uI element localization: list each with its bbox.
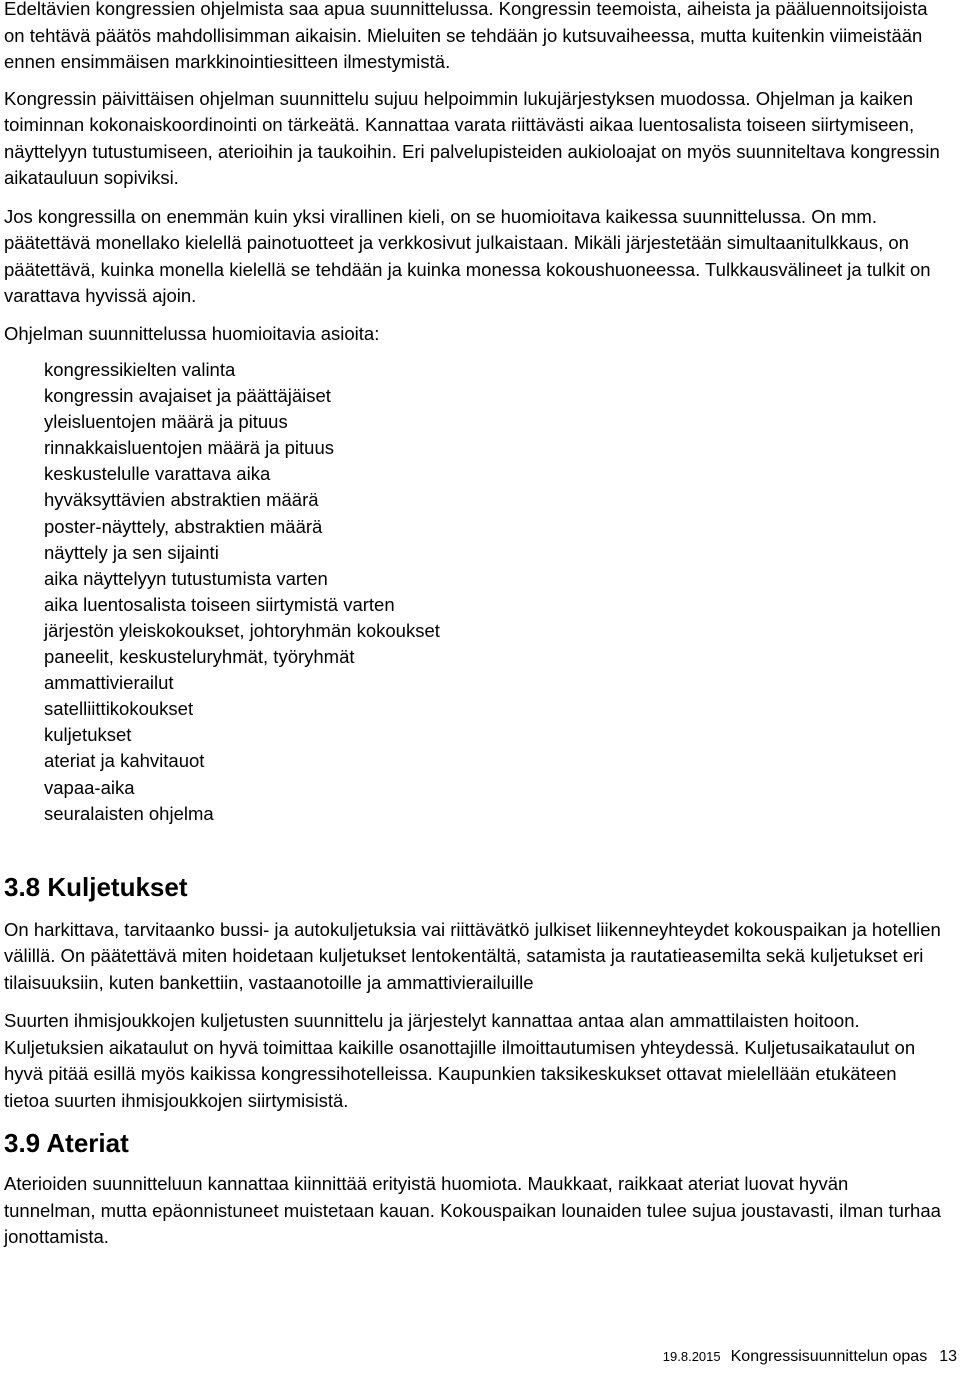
paragraph-transport-needs: On harkittava, tarvitaanko bussi- ja autokuljetuksia vai riittävätkö julkiset liikenneyhteydet kokouspaikan ja hotellien välillä. On päätettävä miten hoidetaan kuljetukset lentokentältä, satamista ja rautatieasemilta sekä kuljetukset eri tilaisuuksiin, kuten bankettiin, vastaanotoille ja ammattivierailuille <box>4 918 941 993</box>
checklist-intro: Ohjelman suunnittelussa huomioitavia asioita: <box>4 322 380 344</box>
list-item: kuljetukset <box>44 724 132 746</box>
list-item: poster-näyttely, abstraktien määrä <box>44 515 323 537</box>
paragraph-program-history: Edeltävien kongressien ohjelmista saa apua suunnittelussa. Kongressin teemoista, aiheista ja pääluennoitsijoista on tehtävä päätös mahdollisimman aikaisin. Mieluiten se tehdään jo kutsuvaiheessa, mutta kuitenkin viimeistään ennen ensimmäisen markkinointiesitteen ilmestymistä. <box>4 0 928 72</box>
list-item: kongressin avajaiset ja päättäjäiset <box>44 385 331 407</box>
section-heading-meals: 3.9 Ateriat <box>4 1128 129 1159</box>
list-item: näyttely ja sen sijainti <box>44 541 219 563</box>
list-item: yleisluentojen määrä ja pituus <box>44 411 288 433</box>
list-item: satelliittikokoukset <box>44 698 194 720</box>
list-item: seuralaisten ohjelma <box>44 802 214 824</box>
list-item: ateriat ja kahvitauot <box>44 750 205 772</box>
paragraph-meals: Aterioiden suunnitteluun kannattaa kiinnittää erityistä huomiota. Maukkaat, raikkaat ateriat luovat hyvän tunnelman, mutta epäonnistuneet muistetaan kauan. Kokouspaikan lounaiden tulee sujua joustavasti, ilman turhaa jonottamista. <box>4 1173 941 1248</box>
list-item: vapaa-aika <box>44 776 135 798</box>
paragraph-official-languages: Jos kongressilla on enemmän kuin yksi virallinen kieli, on se huomioitava kaikessa suunnittelussa. On mm. päätettävä monellako kielellä painotuotteet ja verkkosivut julkaistaan. Mikäli järjestetään simultaanitulkkaus, on päätettävä, kuinka monella kielellä se tehdään ja kuinka monessa kokoushuoneessa. Tulkkausvälineet ja tulkit on varattava hyvissä ajoin. <box>4 205 931 306</box>
paragraph-daily-program: Kongressin päivittäisen ohjelman suunnittelu sujuu helpoimmin lukujärjestyksen muodossa. Ohjelman ja kaiken toiminnan kokonaiskoordinointi on tärkeätä. Kannattaa varata riittävästi aikaa luentosalista toiseen siirtymiseen, näyttelyyn tutustumiseen, aterioihin ja taukoihin. Eri palvelupisteiden aukioloajat on myös suunniteltava kongressin aikatauluun sopiviksi. <box>4 87 940 188</box>
page-number: 13 <box>939 1348 957 1365</box>
list-item: rinnakkaisluentojen määrä ja pituus <box>44 437 335 459</box>
footer-title: Kongressisuunnittelun opas <box>730 1348 928 1365</box>
paragraph-transport-planning: Suurten ihmisjoukkojen kuljetusten suunnittelu ja järjestelyt kannattaa antaa alan ammattilaisten hoitoon. Kuljetuksien aikataulut on hyvä toimittaa kaikille osanottajille ilmoittautumisen yhteydessä. Kuljetusaikataulut on hyvä pitää esillä myös kaikissa kongressihotelleissa. Kaupunkien taksikeskukset ottavat mielellään etukäteen tietoa suurten ihmisjoukkojen siirtymisistä. <box>4 1010 916 1111</box>
list-item: paneelit, keskusteluryhmät, työryhmät <box>44 646 355 668</box>
section-heading-transport: 3.8 Kuljetukset <box>4 871 188 902</box>
list-item: keskustelulle varattava aika <box>44 463 271 485</box>
list-item: ammattivierailut <box>44 672 174 694</box>
list-item: järjestön yleiskokoukset, johtoryhmän kokoukset <box>44 619 440 641</box>
list-item: hyväksyttävien abstraktien määrä <box>44 489 319 511</box>
program-checklist <box>44 357 942 827</box>
list-item: kongressikielten valinta <box>44 359 236 380</box>
footer-date: 19.8.2015 <box>662 1349 721 1364</box>
list-item: aika näyttelyyn tutustumista varten <box>44 567 328 589</box>
page-footer <box>0 1347 960 1367</box>
list-item: aika luentosalista toiseen siirtymistä varten <box>44 593 395 615</box>
